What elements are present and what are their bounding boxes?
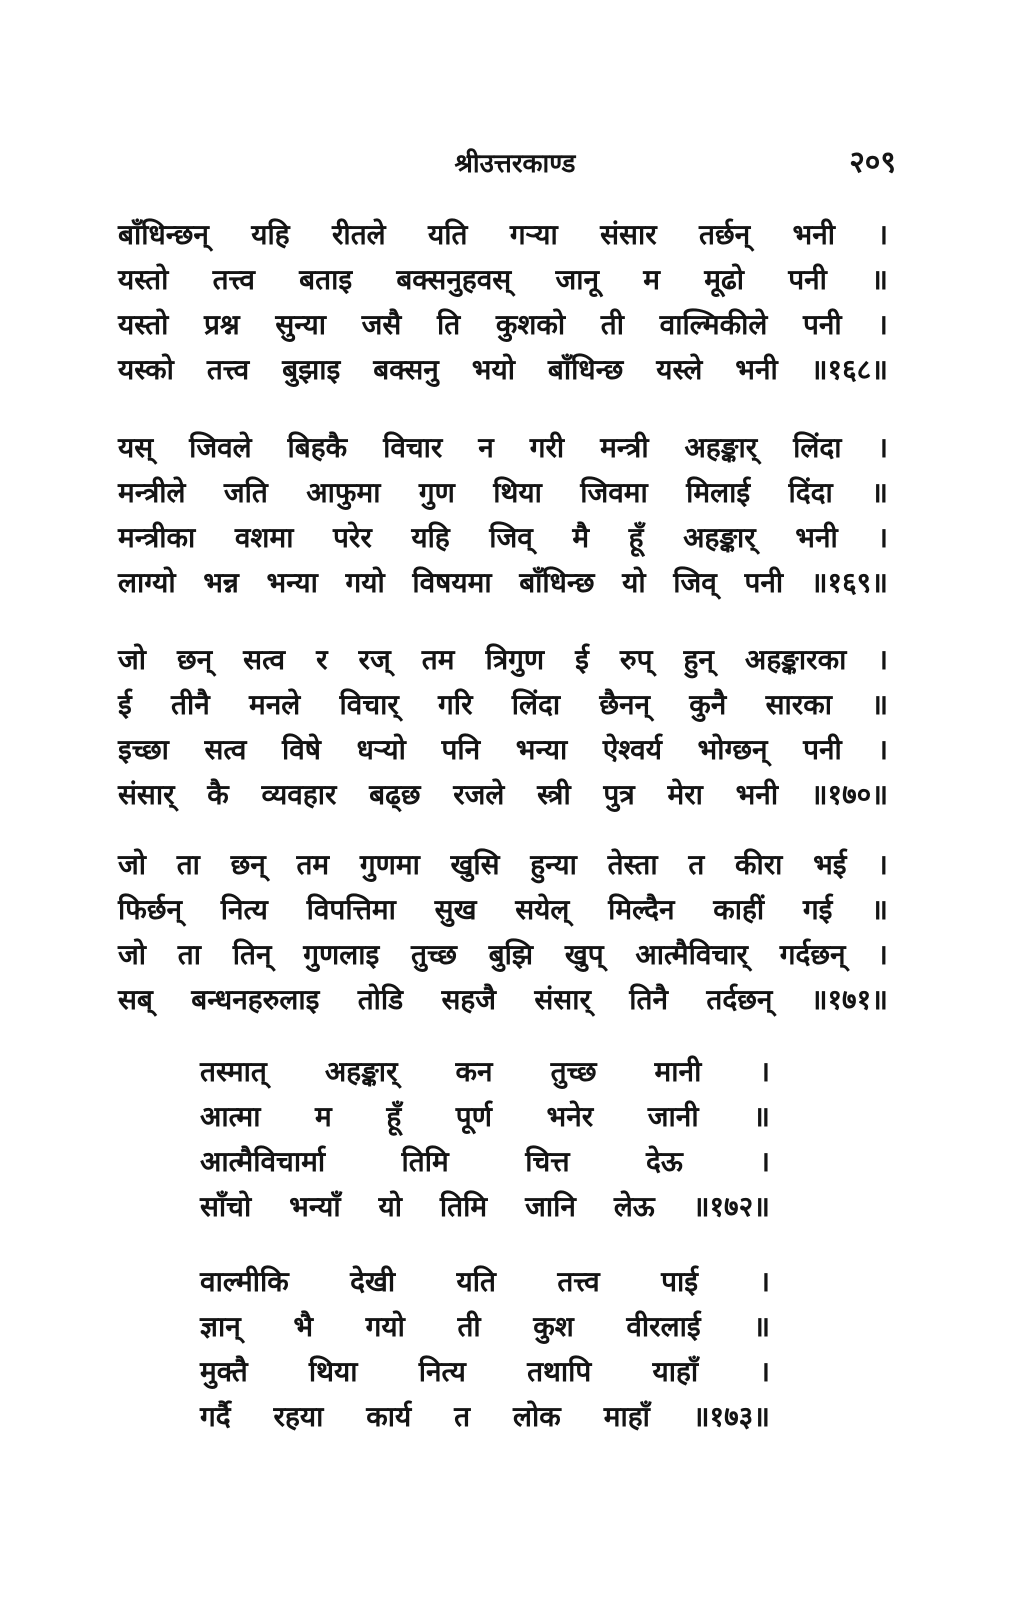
verse-word: देऊ	[646, 1145, 683, 1178]
verse-line	[118, 350, 888, 395]
verse-word: तस्मात्	[200, 1055, 267, 1088]
verse-word: ई	[575, 643, 589, 676]
verse-word: भयो	[471, 353, 515, 386]
verse-word: अहङ्कार्	[684, 431, 758, 464]
verse-word: जानू	[555, 263, 600, 296]
verse-word: ॥	[871, 476, 888, 509]
verse-word: दिंदा	[788, 476, 833, 509]
verse-word: धऱ्यो	[356, 733, 406, 766]
verse-word: म	[315, 1100, 332, 1133]
verse-word: रीतले	[331, 218, 386, 251]
verse-word: ।	[877, 521, 888, 554]
verse-line	[118, 260, 888, 305]
stanza-172	[200, 1052, 770, 1232]
verse-word: ऐश्वर्य	[602, 733, 662, 766]
verse-line	[200, 1142, 770, 1187]
verse-word: खुसि	[450, 848, 500, 881]
verse-word: लाग्यो	[118, 566, 176, 599]
verse-word: तत्त्व	[206, 353, 250, 386]
verse-word: कै	[207, 778, 229, 811]
verse-word: गर्दछन्	[779, 938, 846, 971]
verse-word: ॥१७०॥	[810, 778, 888, 811]
verse-word: सुन्या	[275, 308, 327, 341]
stanza-170	[118, 640, 888, 820]
verse-word: भनेर	[546, 1100, 594, 1133]
verse-line	[118, 685, 888, 730]
verse-word: वीरलाई	[626, 1310, 701, 1343]
verse-word: जति	[223, 476, 268, 509]
verse-word: आत्मा	[200, 1100, 261, 1133]
verse-line	[118, 935, 888, 980]
verse-word: सुख	[434, 893, 477, 926]
verse-word: ।	[877, 938, 888, 971]
verse-word: ।	[877, 218, 888, 251]
verse-word: बताइ	[299, 263, 353, 296]
verse-word: संसार्	[534, 983, 591, 1016]
verse-word: नित्य	[220, 893, 268, 926]
verse-word: गयो	[345, 566, 385, 599]
stanza-173	[200, 1262, 770, 1442]
verse-word: कुनै	[689, 688, 727, 721]
verse-word: विपत्तिमा	[306, 893, 396, 926]
verse-word: त्रिगुण	[485, 643, 545, 676]
verse-word: तुच्छ	[550, 1055, 597, 1088]
verse-word: लिंदा	[511, 688, 561, 721]
verse-word: मूढो	[704, 263, 744, 296]
verse-word: गयो	[365, 1310, 405, 1343]
stanza-169	[118, 428, 888, 608]
verse-word: बाँधिन्छ	[547, 353, 624, 386]
verse-word: ती	[457, 1310, 481, 1343]
verse-word: कन	[455, 1055, 493, 1088]
verse-word: बन्धनहरुलाइ	[191, 983, 320, 1016]
verse-line	[118, 518, 888, 563]
verse-word: तर्छन्	[699, 218, 751, 251]
verse-word: पनी	[803, 733, 842, 766]
verse-word: कुशको	[495, 308, 566, 341]
verse-word: बाँधिन्छन्	[118, 218, 209, 251]
verse-line	[118, 305, 888, 350]
verse-word: त	[688, 848, 705, 881]
verse-line	[200, 1052, 770, 1097]
verse-word: ॥१६९॥	[810, 566, 888, 599]
verse-word: बढ्छ	[369, 778, 421, 811]
verse-word: तोडि	[357, 983, 404, 1016]
verse-word: वाल्मीकि	[200, 1265, 289, 1298]
verse-word: विषयमा	[412, 566, 492, 599]
verse-word: लिंदा	[793, 431, 842, 464]
verse-line	[200, 1352, 770, 1397]
verse-word: रहया	[273, 1400, 324, 1433]
verse-word: अहङ्कारका	[744, 643, 847, 676]
verse-word: यति	[456, 1265, 496, 1298]
verse-word: तर्दछन्	[706, 983, 773, 1016]
verse-word: ता	[177, 938, 201, 971]
verse-word: भन्या	[266, 566, 318, 599]
verse-word: इच्छा	[118, 733, 169, 766]
verse-word: जिव्	[673, 566, 717, 599]
verse-word: गई	[802, 893, 833, 926]
verse-word: विचार	[383, 431, 443, 464]
verse-word: पनि	[441, 733, 481, 766]
verse-word: वशमा	[234, 521, 294, 554]
verse-word: पाई	[661, 1265, 698, 1298]
verse-word: देखी	[350, 1265, 396, 1298]
verse-line	[118, 215, 888, 260]
verse-word: ॥१७१॥	[810, 983, 888, 1016]
verse-word: गुणलाइ	[303, 938, 380, 971]
verse-word: मेरा	[667, 778, 703, 811]
verse-word: यो	[622, 566, 646, 599]
verse-word: ॥१७२॥	[692, 1190, 770, 1223]
verse-word: ॥	[871, 688, 888, 721]
verse-word: ।	[877, 431, 888, 464]
verse-word: न	[478, 431, 494, 464]
verse-word: तिमि	[439, 1190, 488, 1223]
verse-word: भनी	[735, 778, 779, 811]
verse-word: भन्न	[203, 566, 239, 599]
verse-word: लोक	[513, 1400, 561, 1433]
verse-word: अहङ्कार्	[324, 1055, 398, 1088]
verse-word: काहीं	[713, 893, 765, 926]
verse-word: यति	[428, 218, 468, 251]
verse-line	[200, 1097, 770, 1142]
verse-word: वाल्मिकीले	[659, 308, 768, 341]
verse-word: ।	[877, 848, 888, 881]
verse-word: तम	[296, 848, 330, 881]
verse-word: बिहकै	[287, 431, 348, 464]
verse-word: सारका	[765, 688, 832, 721]
verse-word: जिवले	[189, 431, 252, 464]
verse-word: मुक्तै	[200, 1355, 248, 1388]
verse-word: जिव्	[489, 521, 533, 554]
verse-word: ।	[759, 1265, 770, 1298]
verse-word: बक्सनुहवस्	[396, 263, 512, 296]
verse-word: विषे	[281, 733, 321, 766]
verse-line	[118, 640, 888, 685]
verse-word: जिवमा	[580, 476, 648, 509]
verse-word: ॥१७३॥	[692, 1400, 770, 1433]
verse-word: छन्	[177, 643, 213, 676]
verse-word: कार्य	[366, 1400, 412, 1433]
verse-line	[118, 730, 888, 775]
verse-word: तिनै	[629, 983, 669, 1016]
verse-word: हुन्	[683, 643, 714, 676]
verse-word: रुप्	[619, 643, 653, 676]
verse-word: तेस्ता	[607, 848, 658, 881]
verse-word: विचार्	[339, 688, 399, 721]
verse-word: यहि	[251, 218, 290, 251]
verse-word: तम	[421, 643, 455, 676]
verse-word: ॥	[753, 1310, 770, 1343]
verse-word: ॥१६८॥	[810, 353, 888, 386]
verse-word: मै	[572, 521, 590, 554]
verse-word: मन्त्री	[600, 431, 649, 464]
verse-word: आत्मैविचार्	[635, 938, 748, 971]
verse-word: भनी	[735, 353, 778, 386]
verse-word: बाँधिन्छ	[519, 566, 595, 599]
stanza-171	[118, 845, 888, 1025]
verse-word: स्त्री	[537, 778, 571, 811]
verse-word: भोग्छन्	[697, 733, 768, 766]
verse-word: भई	[813, 848, 847, 881]
verse-word: मनले	[248, 688, 301, 721]
verse-word: भन्या	[515, 733, 568, 766]
verse-word: ता	[176, 848, 200, 881]
verse-word: जो	[118, 643, 147, 676]
verse-word: थिया	[308, 1355, 358, 1388]
verse-word: यस्तो	[118, 263, 169, 296]
verse-word: रजले	[453, 778, 505, 811]
verse-word: भै	[293, 1310, 314, 1343]
verse-word: ती	[600, 308, 624, 341]
verse-word: याहाँ	[652, 1355, 699, 1388]
verse-word: परेर	[332, 521, 372, 554]
verse-word: गुणमा	[359, 848, 420, 881]
verse-word: अहङ्कार्	[683, 521, 756, 554]
verse-word: ।	[759, 1145, 770, 1178]
verse-word: छैनन्	[599, 688, 651, 721]
verse-word: यहि	[411, 521, 450, 554]
verse-line	[118, 890, 888, 935]
verse-word: हूँ	[628, 521, 644, 554]
verse-line	[200, 1307, 770, 1352]
verse-word: ।	[759, 1055, 770, 1088]
verse-line	[118, 980, 888, 1025]
verse-word: सत्व	[243, 643, 286, 676]
verse-word: सब्	[118, 983, 153, 1016]
page-number: २०९	[849, 145, 896, 180]
verse-word: सयेल्	[515, 893, 570, 926]
verse-word: ।	[877, 308, 888, 341]
verse-word: थिया	[493, 476, 542, 509]
verse-line	[118, 473, 888, 518]
verse-word: साँचो	[200, 1190, 252, 1223]
verse-line	[118, 775, 888, 820]
verse-word: तिन्	[232, 938, 272, 971]
verse-word: पनी	[744, 566, 784, 599]
verse-line	[118, 845, 888, 890]
verse-word: जानि	[525, 1190, 576, 1223]
verse-word: कीरा	[734, 848, 783, 881]
verse-word: फिर्छन्	[118, 893, 183, 926]
verse-word: सहजै	[441, 983, 497, 1016]
verse-word: यस्ले	[656, 353, 703, 386]
verse-word: ।	[877, 643, 888, 676]
verse-line	[200, 1262, 770, 1307]
verse-word: पनी	[788, 263, 827, 296]
verse-word: त	[454, 1400, 471, 1433]
verse-word: खुप्	[564, 938, 604, 971]
verse-word: गरि	[438, 688, 473, 721]
verse-line	[200, 1187, 770, 1232]
verse-word: सत्व	[204, 733, 247, 766]
verse-word: बुझि	[488, 938, 534, 971]
running-title: श्रीउत्तरकाण्ड	[454, 149, 576, 179]
verse-word: आत्मैविचार्मा	[200, 1145, 326, 1178]
verse-word: संसार	[600, 218, 657, 251]
verse-word: गुण	[418, 476, 455, 509]
verse-word: ॥	[753, 1100, 770, 1133]
verse-word: रज्	[358, 643, 391, 676]
verse-word: म	[643, 263, 660, 296]
verse-word: ।	[759, 1355, 770, 1388]
verse-word: ।	[877, 733, 888, 766]
verse-word: संसार्	[118, 778, 175, 811]
verse-word: नित्य	[418, 1355, 466, 1388]
verse-word: पुत्र	[603, 778, 635, 811]
verse-word: यस्	[118, 431, 154, 464]
verse-word: जानी	[647, 1100, 699, 1133]
verse-word: तीनै	[170, 688, 210, 721]
verse-word: यो	[378, 1190, 402, 1223]
verse-word: कुश	[533, 1310, 574, 1343]
verse-line	[118, 563, 888, 608]
verse-word: पनी	[802, 308, 842, 341]
verse-word: जसै	[361, 308, 402, 341]
verse-word: मिल्दैन	[608, 893, 675, 926]
verse-word: गऱ्या	[509, 218, 558, 251]
verse-word: पूर्ण	[455, 1100, 492, 1133]
verse-word: माहाँ	[603, 1400, 650, 1433]
verse-word: र	[316, 643, 328, 676]
verse-word: भनी	[792, 218, 835, 251]
verse-line	[118, 428, 888, 473]
verse-word: बक्सनु	[373, 353, 439, 386]
verse-word: बुझाइ	[282, 353, 341, 386]
verse-word: गर्दै	[200, 1400, 231, 1433]
stanza-168	[118, 215, 888, 395]
verse-word: मन्त्रीले	[118, 476, 186, 509]
verse-word: भनी	[795, 521, 838, 554]
verse-word: चित्त	[525, 1145, 570, 1178]
verse-word: जो	[118, 848, 147, 881]
verse-word: तत्त्व	[212, 263, 255, 296]
verse-word: यस्को	[118, 353, 174, 386]
verse-word: छन्	[230, 848, 266, 881]
verse-word: हूँ	[386, 1100, 402, 1133]
verse-word: हुन्या	[530, 848, 577, 881]
verse-word: ॥	[871, 263, 888, 296]
verse-word: ति	[437, 308, 461, 341]
verse-word: ई	[118, 688, 132, 721]
verse-word: मानी	[654, 1055, 702, 1088]
verse-line	[200, 1397, 770, 1442]
verse-word: यस्तो	[118, 308, 169, 341]
verse-word: ज्ञान्	[200, 1310, 241, 1343]
verse-word: तुच्छ	[411, 938, 457, 971]
verse-word: व्यवहार	[261, 778, 337, 811]
verse-word: प्रश्न	[203, 308, 240, 341]
verse-word: मन्त्रीका	[118, 521, 196, 554]
verse-word: तथापि	[527, 1355, 592, 1388]
verse-word: लेऊ	[613, 1190, 655, 1223]
verse-word: आफुमा	[306, 476, 381, 509]
verse-word: तिमि	[401, 1145, 449, 1178]
verse-word: ॥	[871, 893, 888, 926]
verse-word: मिलाई	[686, 476, 751, 509]
verse-word: गरी	[529, 431, 565, 464]
verse-word: जो	[118, 938, 147, 971]
verse-word: तत्त्व	[557, 1265, 600, 1298]
verse-word: भन्याँ	[289, 1190, 341, 1223]
